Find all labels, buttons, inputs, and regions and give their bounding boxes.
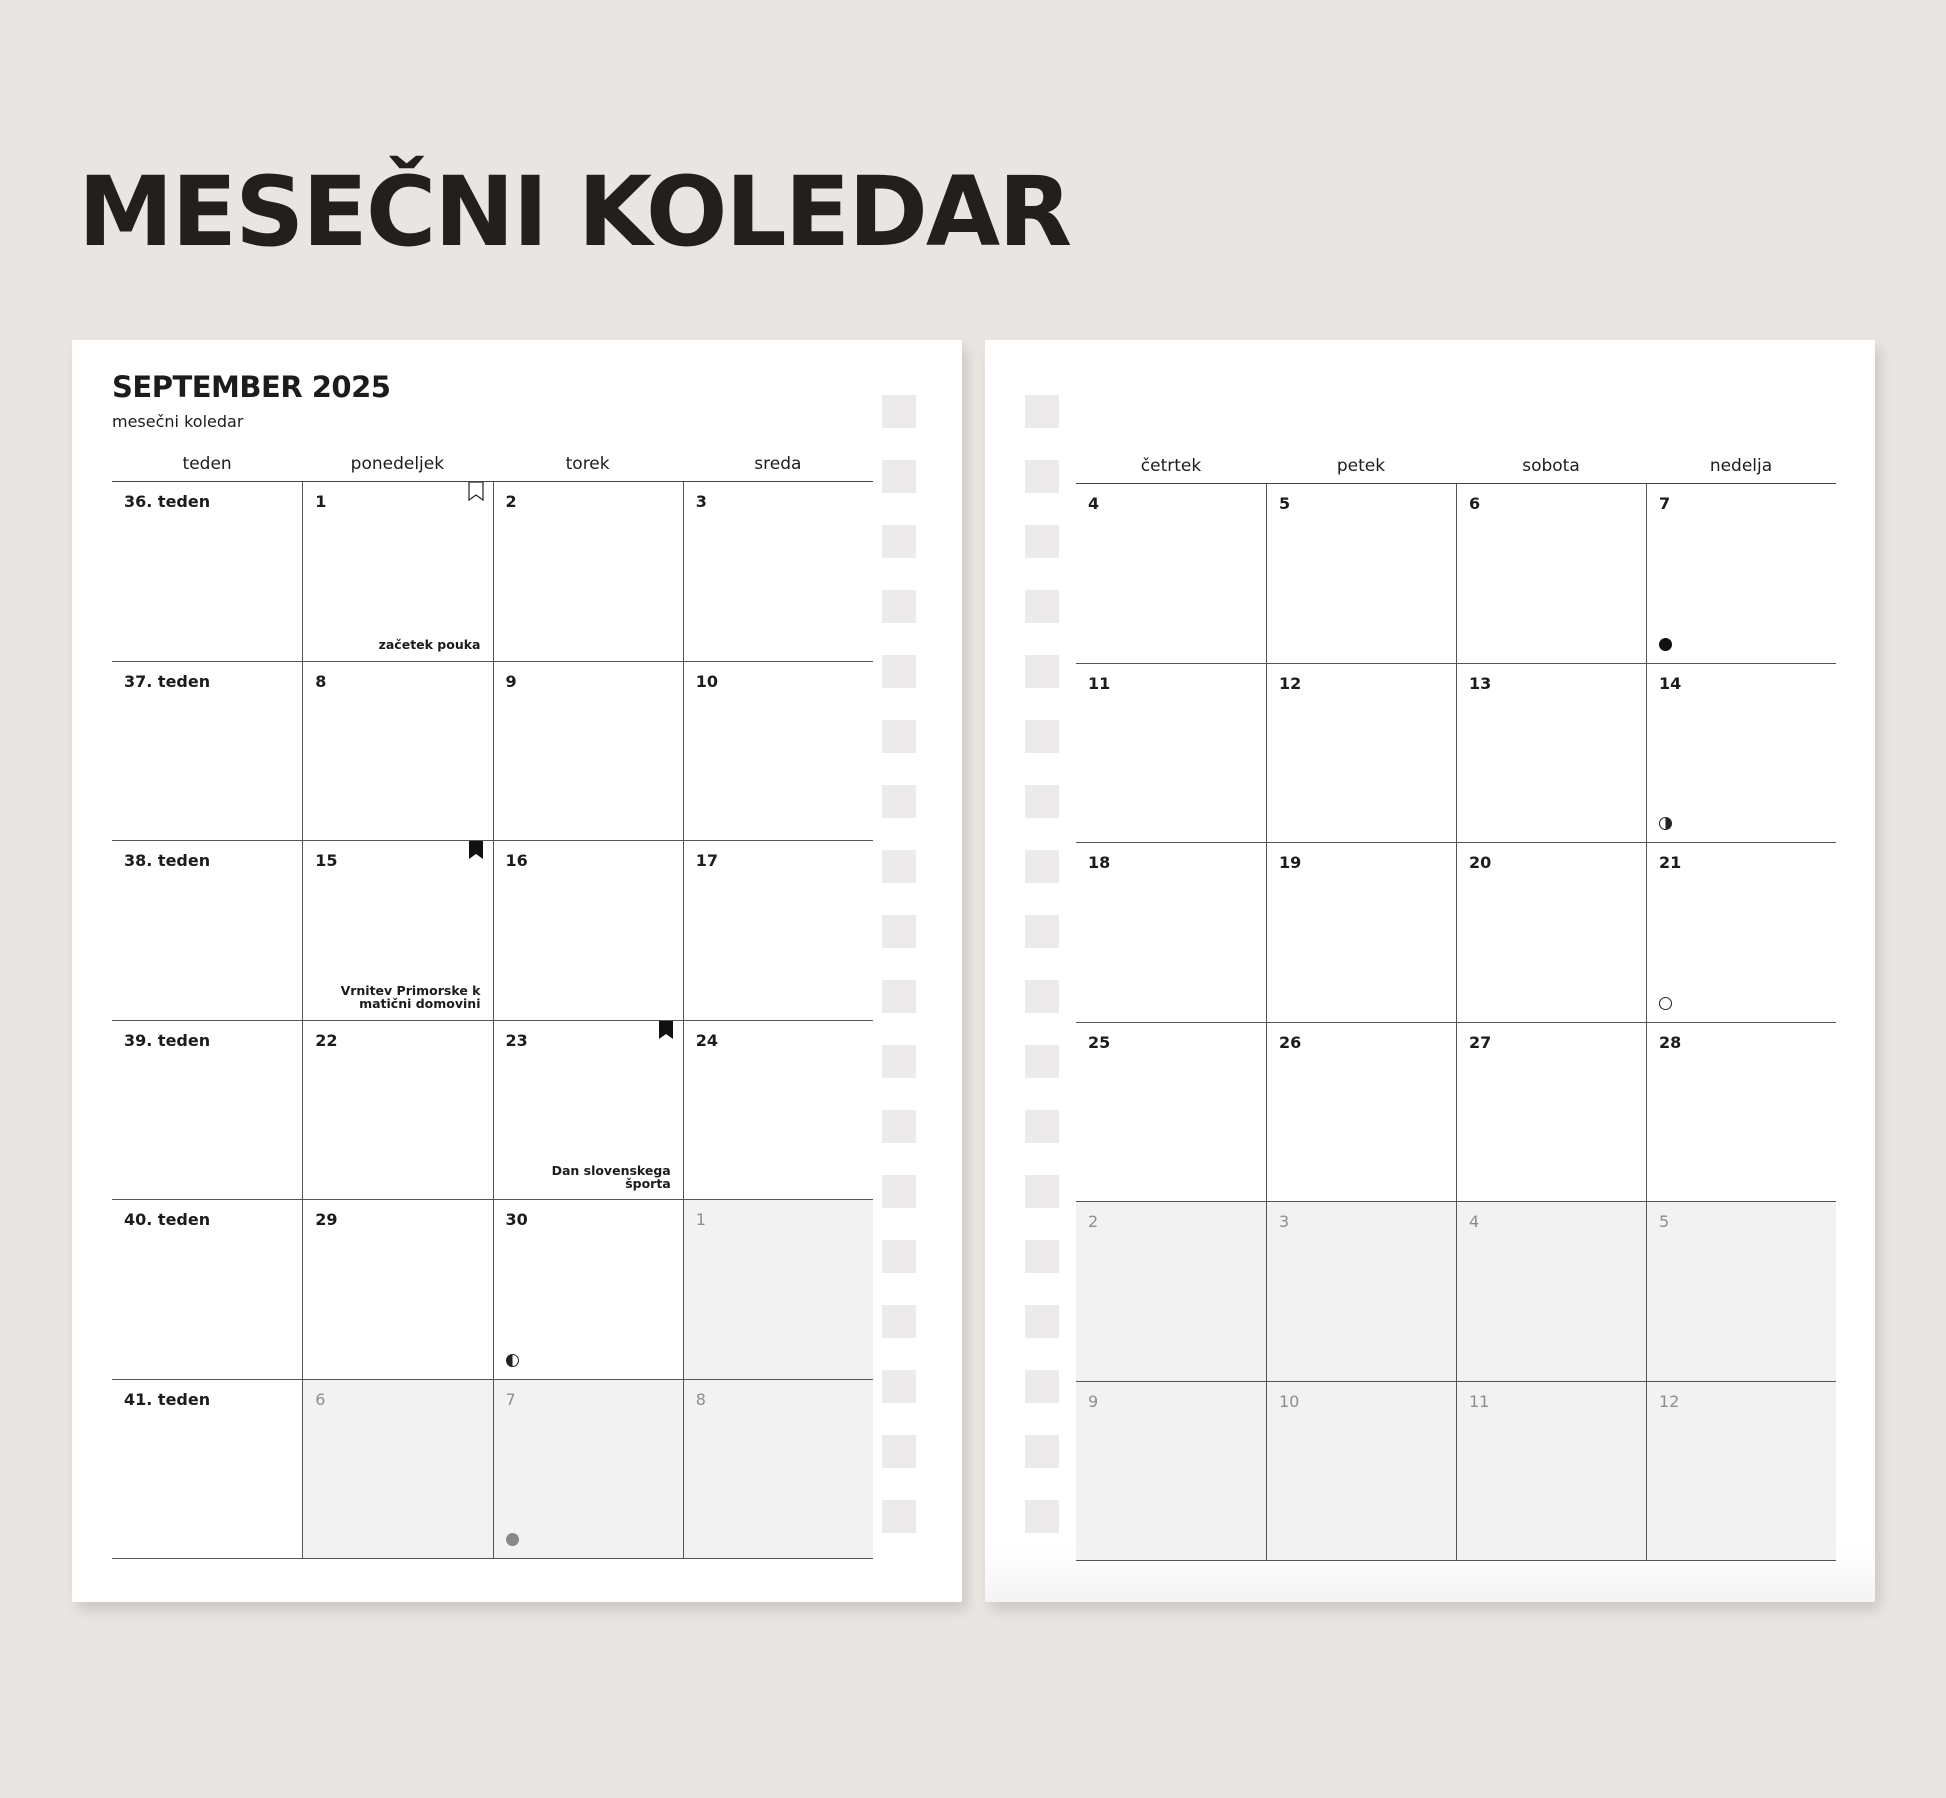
binding-hole: [1025, 1305, 1059, 1338]
week-row: [112, 841, 873, 1021]
moon-phase-icon: [506, 1354, 519, 1367]
binding-hole: [882, 1175, 916, 1208]
day-number: 14: [1659, 673, 1682, 693]
day-number: 21: [1659, 853, 1682, 872]
binding-hole: [1025, 1370, 1059, 1403]
day-number: 7: [1659, 494, 1671, 513]
week-row: [112, 662, 873, 842]
binding-hole: [1025, 525, 1059, 558]
day-cell-adjacent-month: [302, 1380, 492, 1559]
binding-hole: [1025, 1500, 1059, 1533]
day-cell: [493, 1021, 683, 1200]
week-number: 41. teden: [124, 1389, 211, 1409]
day-cell: [302, 1200, 492, 1379]
day-number: 3: [1279, 1212, 1290, 1231]
weekday-header: petek: [1336, 456, 1386, 476]
binding-hole: [882, 655, 916, 688]
day-number: 6: [315, 1389, 326, 1409]
week-cell: [112, 841, 302, 1020]
binding-hole: [882, 590, 916, 623]
binding-hole: [882, 850, 916, 883]
binding-hole: [882, 980, 916, 1013]
day-cell: [1456, 1023, 1646, 1202]
day-cell: [302, 1021, 492, 1200]
week-row: [1076, 1202, 1836, 1382]
day-cell-adjacent-month: [1076, 1382, 1266, 1561]
day-cell-adjacent-month: [1646, 1202, 1836, 1381]
week-row: [1076, 1023, 1836, 1203]
week-number: 38. teden: [124, 851, 211, 870]
day-cell: [1076, 1023, 1266, 1202]
week-number: 40. teden: [124, 1210, 211, 1229]
day-number: 12: [1279, 673, 1302, 693]
day-cell: [302, 482, 492, 661]
day-cell: [683, 482, 873, 661]
day-number: 30: [505, 1210, 528, 1229]
day-cell-adjacent-month: [1266, 1382, 1456, 1561]
binding-hole: [1025, 980, 1059, 1013]
day-cell: [493, 662, 683, 841]
weekday-header: teden: [182, 454, 232, 474]
week-row: [112, 1200, 873, 1380]
binding-holes: [1025, 395, 1059, 1565]
day-cell-adjacent-month: [1456, 1202, 1646, 1381]
day-number: 2: [1088, 1212, 1099, 1231]
weekday-header: nedelja: [1709, 456, 1773, 476]
day-cell-adjacent-month: [1646, 1382, 1836, 1561]
moon-phase-icon: [1659, 817, 1672, 830]
week-row: [1076, 484, 1836, 664]
day-number: 26: [1279, 1032, 1302, 1052]
day-number: 11: [1088, 673, 1111, 693]
day-cell-adjacent-month: [683, 1380, 873, 1559]
day-cell: [1646, 484, 1836, 663]
binding-holes: [882, 395, 916, 1565]
day-cell: [302, 841, 492, 1020]
binding-hole: [882, 1305, 916, 1338]
left-calendar-page: [72, 340, 962, 1602]
day-number: 1: [695, 1210, 706, 1229]
day-number: 9: [505, 671, 517, 691]
weekday-header: sobota: [1522, 456, 1580, 476]
binding-hole: [1025, 395, 1059, 428]
day-cell: [1266, 484, 1456, 663]
day-cell: [683, 1021, 873, 1200]
day-cell: [493, 1200, 683, 1379]
day-number: 10: [1279, 1391, 1300, 1411]
day-number: 23: [505, 1030, 528, 1050]
holiday-bookmark-icon: [468, 841, 484, 860]
binding-hole: [882, 460, 916, 493]
day-number: 5: [1659, 1212, 1670, 1231]
week-row: [1076, 664, 1836, 844]
binding-hole: [882, 395, 916, 428]
day-number: 27: [1469, 1032, 1492, 1052]
day-cell-adjacent-month: [1076, 1202, 1266, 1381]
moon-phase-icon: [1659, 997, 1672, 1010]
day-number: 16: [505, 851, 528, 870]
moon-phase-icon: [1659, 638, 1672, 651]
day-cell: [1076, 843, 1266, 1022]
binding-hole: [882, 1110, 916, 1143]
binding-hole: [1025, 915, 1059, 948]
left-calendar-grid: [112, 450, 873, 1559]
weekday-header: sreda: [754, 454, 802, 474]
day-cell: [1646, 664, 1836, 843]
right-calendar-grid: [1076, 452, 1836, 1561]
day-cell: [1266, 664, 1456, 843]
day-cell-adjacent-month: [683, 1200, 873, 1379]
day-number: 11: [1469, 1391, 1490, 1411]
day-number: 9: [1088, 1391, 1099, 1411]
week-cell: [112, 482, 302, 661]
day-cell: [1456, 484, 1646, 663]
day-number: 17: [695, 851, 719, 870]
binding-hole: [1025, 590, 1059, 623]
binding-hole: [882, 525, 916, 558]
binding-hole: [1025, 785, 1059, 818]
day-number: 13: [1469, 673, 1492, 693]
week-number: 39. teden: [124, 1030, 211, 1050]
day-number: 15: [315, 851, 338, 870]
week-cell: [112, 1021, 302, 1200]
weekday-header: torek: [565, 454, 610, 474]
binding-hole: [882, 1045, 916, 1078]
weekday-header-row: [1076, 452, 1836, 484]
week-cell: [112, 1380, 302, 1559]
day-number: 22: [315, 1030, 338, 1050]
day-number: 12: [1659, 1391, 1680, 1411]
month-subtitle: mesečni koledar: [112, 412, 244, 431]
binding-hole: [1025, 1240, 1059, 1273]
day-cell: [1646, 843, 1836, 1022]
week-cell: [112, 662, 302, 841]
binding-hole: [1025, 1175, 1059, 1208]
day-cell: [493, 841, 683, 1020]
day-number: 7: [505, 1389, 516, 1409]
binding-hole: [1025, 1045, 1059, 1078]
week-row: [112, 1021, 873, 1201]
bookmark-outline-icon: [468, 482, 484, 501]
day-number: 4: [1088, 494, 1100, 513]
week-cell: [112, 1200, 302, 1379]
day-cell: [683, 662, 873, 841]
binding-hole: [882, 1240, 916, 1273]
binding-hole: [1025, 720, 1059, 753]
day-cell: [493, 482, 683, 661]
day-cell: [302, 662, 492, 841]
right-calendar-page: [985, 340, 1875, 1602]
weekday-header: četrtek: [1140, 456, 1202, 476]
day-number: 25: [1088, 1032, 1111, 1052]
day-cell: [1266, 1023, 1456, 1202]
day-cell: [683, 841, 873, 1020]
day-number: 2: [505, 492, 517, 511]
day-number: 29: [315, 1210, 338, 1229]
day-cell: [1076, 484, 1266, 663]
day-cell-adjacent-month: [1266, 1202, 1456, 1381]
weekday-header-row: [112, 450, 873, 482]
binding-hole: [882, 1435, 916, 1468]
week-row: [1076, 843, 1836, 1023]
day-number: 3: [695, 492, 707, 511]
event-label: Vrnitev Primorske k matični domovini: [340, 983, 481, 1012]
day-number: 1: [315, 492, 327, 511]
day-cell-adjacent-month: [493, 1380, 683, 1559]
day-number: 24: [695, 1030, 719, 1050]
holiday-bookmark-icon: [658, 1021, 674, 1040]
binding-hole: [882, 785, 916, 818]
month-title: SEPTEMBER 2025: [112, 370, 391, 404]
day-number: 8: [695, 1389, 706, 1409]
week-row: [112, 1380, 873, 1560]
main-title: MESEČNI KOLEDAR: [78, 156, 1071, 268]
day-cell: [1456, 843, 1646, 1022]
week-number: 37. teden: [124, 671, 211, 691]
day-number: 6: [1469, 494, 1481, 513]
day-cell: [1266, 843, 1456, 1022]
binding-hole: [882, 720, 916, 753]
week-row: [1076, 1382, 1836, 1562]
day-number: 18: [1088, 853, 1111, 872]
day-cell: [1646, 1023, 1836, 1202]
week-row: [112, 482, 873, 662]
weekday-header: ponedeljek: [350, 454, 445, 474]
day-number: 28: [1659, 1032, 1682, 1052]
binding-hole: [1025, 655, 1059, 688]
binding-hole: [882, 1370, 916, 1403]
week-number: 36. teden: [124, 492, 211, 511]
day-cell: [1076, 664, 1266, 843]
day-number: 4: [1469, 1212, 1480, 1231]
moon-phase-icon: [506, 1533, 519, 1546]
binding-hole: [1025, 1110, 1059, 1143]
event-label: Dan slovenskega športa: [551, 1162, 671, 1191]
day-number: 5: [1279, 494, 1291, 513]
day-cell: [1456, 664, 1646, 843]
binding-hole: [882, 915, 916, 948]
day-cell-adjacent-month: [1456, 1382, 1646, 1561]
binding-hole: [1025, 850, 1059, 883]
day-number: 8: [315, 671, 327, 691]
binding-hole: [1025, 1435, 1059, 1468]
binding-hole: [1025, 460, 1059, 493]
day-number: 10: [695, 671, 719, 691]
day-number: 19: [1279, 853, 1302, 872]
event-label: začetek pouka: [378, 637, 481, 653]
binding-hole: [882, 1500, 916, 1533]
day-number: 20: [1469, 853, 1492, 872]
